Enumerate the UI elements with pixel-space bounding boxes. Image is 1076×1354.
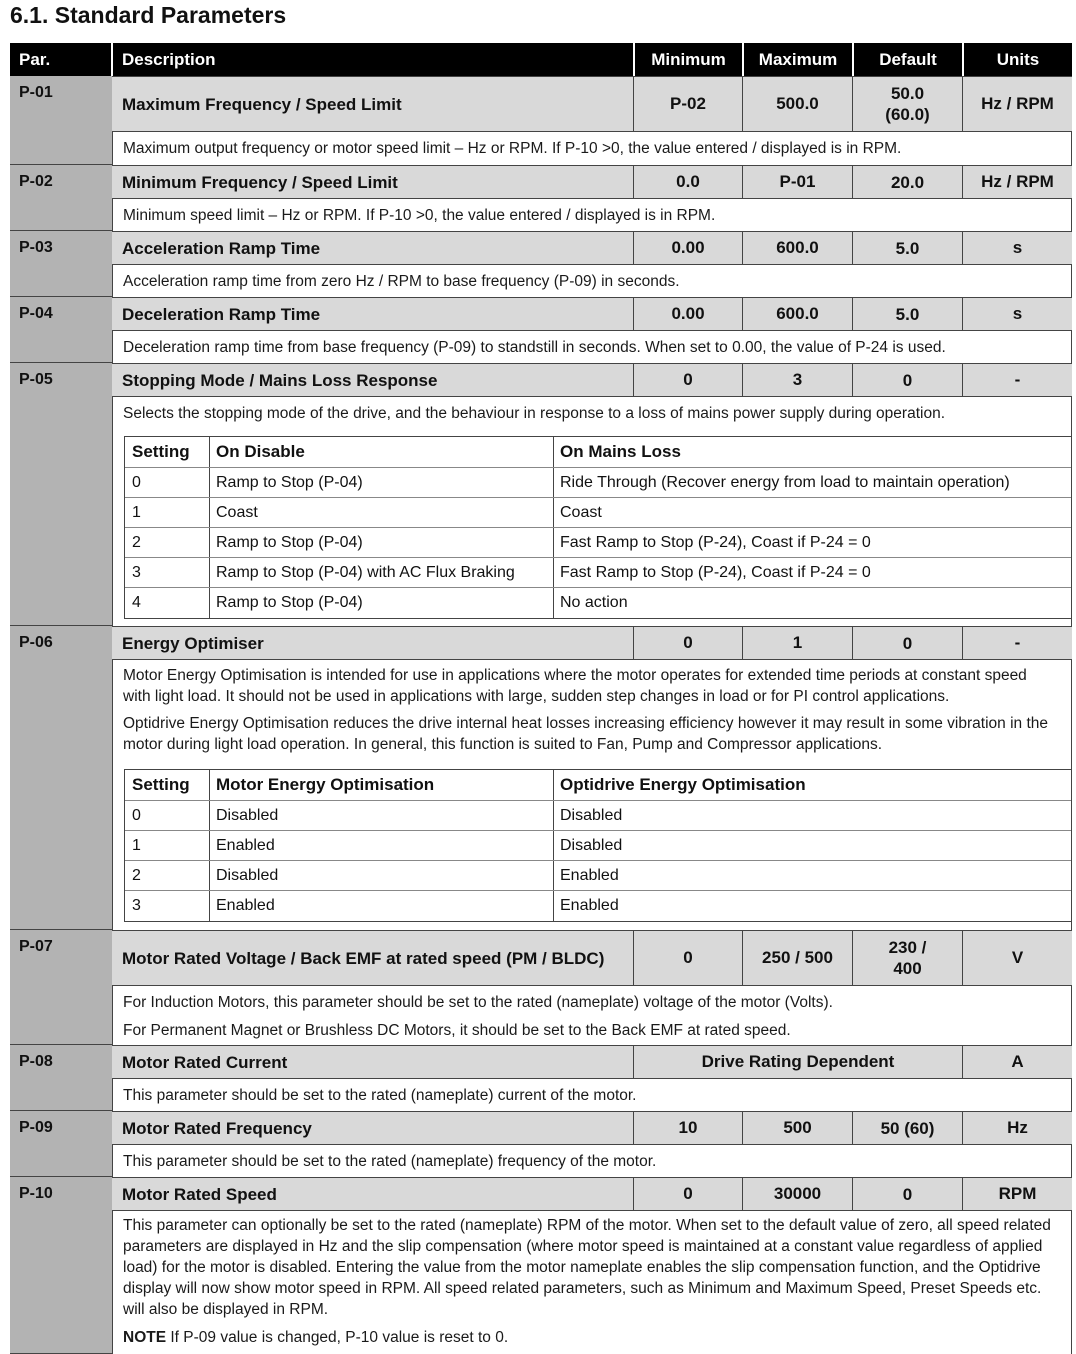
param-default: 50 (60) bbox=[880, 1118, 935, 1138]
settings-header-cell: Setting bbox=[132, 442, 190, 461]
param-id: P-07 bbox=[19, 938, 53, 955]
param-units: Hz bbox=[1007, 1118, 1028, 1137]
settings-cell: Ramp to Stop (P-04) bbox=[216, 473, 363, 491]
param-units: RPM bbox=[998, 1184, 1037, 1203]
param-minimum: 0 bbox=[683, 948, 693, 967]
settings-cell: 2 bbox=[132, 866, 141, 884]
col-header-par: Par. bbox=[19, 49, 51, 69]
col-header-description: Description bbox=[122, 49, 216, 69]
param-row-p-06 bbox=[112, 626, 1072, 660]
description-text: For Induction Motors, this parameter should be set to the rated (nameplate) voltage of the motor (Volts). bbox=[123, 994, 833, 1011]
param-id-cell bbox=[10, 626, 112, 930]
col-header-maximum: Maximum bbox=[758, 49, 838, 69]
description-text: This parameter should be set to the rated (nameplate) frequency of the motor. bbox=[123, 1153, 657, 1170]
param-row-p-10 bbox=[112, 1177, 1072, 1211]
settings-cell: Disabled bbox=[560, 836, 623, 854]
param-default: 0 bbox=[902, 633, 913, 653]
param-row-p-02 bbox=[112, 165, 1072, 199]
param-units: s bbox=[1012, 238, 1023, 257]
settings-cell: Disabled bbox=[560, 806, 623, 824]
settings-cell: Fast Ramp to Stop (P-24), Coast if P-24 = 0 bbox=[560, 563, 871, 581]
param-default: 50.0 (60.0) bbox=[885, 84, 930, 124]
description-text: Maximum output frequency or motor speed limit – Hz or RPM. If P-10 >0, the value entered / displayed is in RPM. bbox=[123, 140, 902, 157]
param-row-p-05 bbox=[112, 363, 1072, 397]
param-id-cell bbox=[10, 363, 112, 626]
param-maximum: 500.0 bbox=[776, 94, 819, 113]
settings-header-cell: On Mains Loss bbox=[560, 442, 681, 461]
col-header-minimum: Minimum bbox=[651, 49, 726, 69]
settings-cell: 4 bbox=[132, 594, 141, 611]
param-id: P-05 bbox=[19, 371, 53, 388]
settings-header-cell: Motor Energy Optimisation bbox=[216, 775, 435, 794]
param-row-p-07 bbox=[112, 930, 1072, 986]
param-units: - bbox=[1014, 370, 1021, 389]
settings-cell: Coast bbox=[216, 503, 258, 521]
param-minimum: 0.0 bbox=[676, 172, 700, 191]
param-id: P-04 bbox=[19, 305, 53, 322]
param-minimum: 0 bbox=[683, 633, 693, 652]
param-id-cell bbox=[10, 1177, 112, 1354]
param-units: Hz / RPM bbox=[981, 94, 1054, 113]
param-default: 0 bbox=[902, 1184, 913, 1204]
param-id: P-03 bbox=[19, 239, 53, 256]
settings-cell: Ride Through (Recover energy from load to maintain operation) bbox=[560, 473, 1010, 491]
param-name: Acceleration Ramp Time bbox=[122, 238, 321, 258]
description-text: This parameter should be set to the rated (nameplate) current of the motor. bbox=[123, 1087, 637, 1104]
table-row bbox=[125, 801, 1071, 831]
param-default: 0 bbox=[902, 370, 913, 390]
settings-cell: Disabled bbox=[216, 866, 279, 884]
description-text: Selects the stopping mode of the drive, and the behaviour in response to a loss of mains power supply during operation. bbox=[123, 405, 945, 422]
param-row-p-08 bbox=[112, 1045, 1072, 1079]
table-row bbox=[125, 588, 1071, 618]
param-description bbox=[112, 986, 1072, 1045]
param-id-cell bbox=[10, 231, 112, 297]
param-minimum: 10 bbox=[678, 1118, 698, 1137]
settings-cell: Coast bbox=[560, 503, 602, 521]
param-name: Energy Optimiser bbox=[122, 633, 264, 653]
settings-header-cell: Optidrive Energy Optimisation bbox=[560, 775, 806, 794]
settings-cell: 3 bbox=[132, 563, 141, 581]
description-text: Optidrive Energy Optimisation reduces the drive internal heat losses increasing efficiency however it may result in some vibration in the motor during light load operation. In general, this function is suited to Fan, Pump and Compressor applications. bbox=[123, 715, 1048, 753]
settings-cell: No action bbox=[560, 594, 628, 611]
settings-cell: Fast Ramp to Stop (P-24), Coast if P-24 = 0 bbox=[560, 533, 871, 551]
param-id-cell bbox=[10, 165, 112, 231]
settings-cell: 2 bbox=[132, 533, 141, 551]
settings-cell: Ramp to Stop (P-04) bbox=[216, 533, 363, 551]
note-text bbox=[123, 1327, 1057, 1348]
param-id: P-09 bbox=[19, 1119, 53, 1136]
param-maximum: 600.0 bbox=[776, 238, 819, 257]
table-row bbox=[125, 498, 1071, 528]
param-id: P-10 bbox=[19, 1185, 53, 1202]
param-id-cell bbox=[10, 76, 112, 165]
param-units: Hz / RPM bbox=[981, 172, 1054, 191]
note-label: NOTE bbox=[123, 1329, 167, 1346]
settings-cell: Enabled bbox=[216, 836, 275, 854]
param-row-p-09 bbox=[112, 1111, 1072, 1145]
param-id-cell bbox=[10, 1111, 112, 1177]
settings-cell: Enabled bbox=[560, 897, 619, 914]
param-id: P-06 bbox=[19, 634, 53, 651]
param-minimum: 0 bbox=[683, 370, 693, 389]
settings-cell: 1 bbox=[132, 836, 141, 854]
param-default: 5.0 bbox=[895, 238, 920, 258]
param-description bbox=[112, 1211, 1072, 1354]
table-row bbox=[125, 528, 1071, 558]
settings-cell: Enabled bbox=[216, 897, 275, 914]
param-minimum: 0.00 bbox=[671, 238, 705, 257]
param-range: Drive Rating Dependent bbox=[701, 1052, 895, 1071]
col-header-default: Default bbox=[879, 49, 937, 69]
param-maximum: 600.0 bbox=[776, 304, 819, 323]
param-id-cell bbox=[10, 297, 112, 363]
description-text: Minimum speed limit – Hz or RPM. If P-10 >0, the value entered / displayed is in RPM. bbox=[123, 207, 716, 224]
param-name: Motor Rated Voltage / Back EMF at rated speed (PM / BLDC) bbox=[122, 948, 605, 968]
settings-cell: Enabled bbox=[560, 866, 619, 884]
param-default: 5.0 bbox=[895, 304, 920, 324]
param-name: Deceleration Ramp Time bbox=[122, 304, 321, 324]
settings-cell: Disabled bbox=[216, 806, 279, 824]
param-name: Maximum Frequency / Speed Limit bbox=[122, 94, 402, 114]
settings-cell: 0 bbox=[132, 806, 141, 824]
param-maximum: 500 bbox=[783, 1118, 812, 1137]
table-header bbox=[10, 43, 1072, 76]
description-text: Acceleration ramp time from zero Hz / RPM to base frequency (P-09) in seconds. bbox=[123, 273, 680, 290]
param-id: P-08 bbox=[19, 1053, 53, 1070]
param-name: Stopping Mode / Mains Loss Response bbox=[122, 370, 438, 390]
param-id: P-02 bbox=[19, 173, 53, 190]
page-title: 6.1. Standard Parameters bbox=[10, 2, 287, 28]
settings-header-cell: Setting bbox=[132, 775, 190, 794]
description-text: This parameter can optionally be set to the rated (nameplate) RPM of the motor. When set to the default value of zero, all speed related parameters are displayed in Hz and the slip compensation (where motor speed is maintained at a constant value regardless of applied load) for the motor is disabled. Entering the value from the motor nameplate enables the slip compensation function, and the Optidrive display will now show motor speed in RPM. All speed related parameters, such as Minimum and Maximum Speed, Preset Speeds etc. will also be displayed in RPM. bbox=[123, 1217, 1051, 1318]
param-description bbox=[112, 265, 1072, 297]
param-units: - bbox=[1014, 633, 1021, 652]
param-row-p-04 bbox=[112, 297, 1072, 331]
settings-table bbox=[124, 769, 1072, 922]
table-row bbox=[125, 861, 1071, 891]
param-name: Motor Rated Frequency bbox=[122, 1118, 312, 1138]
param-maximum: 1 bbox=[792, 633, 803, 652]
description-text: Motor Energy Optimisation is intended for use in applications where the motor operates for extended time periods at constant speed with light load. It should not be used in applications with large, sudden step changes in load or for PI control applications. bbox=[123, 667, 1027, 705]
param-units: A bbox=[1011, 1052, 1024, 1071]
param-description bbox=[112, 199, 1072, 231]
param-minimum: 0 bbox=[683, 1184, 693, 1203]
settings-table-header bbox=[125, 770, 1071, 801]
param-description bbox=[112, 1079, 1072, 1111]
param-description bbox=[112, 132, 1072, 165]
settings-table bbox=[124, 436, 1072, 619]
param-row-p-03 bbox=[112, 231, 1072, 265]
param-units: V bbox=[1011, 948, 1024, 967]
description-text: Deceleration ramp time from base frequency (P-09) to standstill in seconds. When set to 0.00, the value of P-24 is used. bbox=[123, 339, 946, 356]
param-description bbox=[112, 1145, 1072, 1177]
param-name: Motor Rated Current bbox=[122, 1052, 288, 1072]
param-name: Motor Rated Speed bbox=[122, 1184, 277, 1204]
param-maximum: 3 bbox=[792, 370, 803, 389]
table-row bbox=[125, 891, 1071, 921]
settings-table-header bbox=[125, 437, 1071, 468]
param-name: Minimum Frequency / Speed Limit bbox=[122, 172, 398, 192]
param-minimum: P-02 bbox=[670, 94, 706, 113]
table-row bbox=[125, 558, 1071, 588]
param-units: s bbox=[1012, 304, 1023, 323]
settings-cell: Ramp to Stop (P-04) bbox=[216, 594, 363, 611]
param-id-cell bbox=[10, 1045, 112, 1111]
settings-cell: 3 bbox=[132, 897, 141, 914]
param-maximum: P-01 bbox=[779, 172, 816, 191]
param-maximum: 250 / 500 bbox=[762, 948, 833, 967]
param-id: P-01 bbox=[19, 84, 53, 101]
param-description bbox=[112, 331, 1072, 363]
settings-cell: Ramp to Stop (P-04) with AC Flux Braking bbox=[216, 563, 515, 581]
settings-cell: 0 bbox=[132, 473, 141, 491]
note-body: If P-09 value is changed, P-10 value is reset to 0. bbox=[170, 1329, 509, 1346]
param-default: 20.0 bbox=[890, 172, 925, 192]
table-row bbox=[125, 831, 1071, 861]
table-row bbox=[125, 468, 1071, 498]
param-default: 230 / 400 bbox=[888, 938, 927, 978]
settings-header-cell: On Disable bbox=[216, 442, 305, 461]
col-header-units: Units bbox=[996, 49, 1040, 69]
param-row-p-01 bbox=[112, 76, 1072, 132]
settings-cell: 1 bbox=[132, 503, 141, 521]
description-text: For Permanent Magnet or Brushless DC Motors, it should be set to the Back EMF at rated speed. bbox=[123, 1022, 791, 1039]
param-minimum: 0.00 bbox=[671, 304, 705, 323]
param-maximum: 30000 bbox=[773, 1184, 822, 1203]
param-id-cell bbox=[10, 930, 112, 1045]
